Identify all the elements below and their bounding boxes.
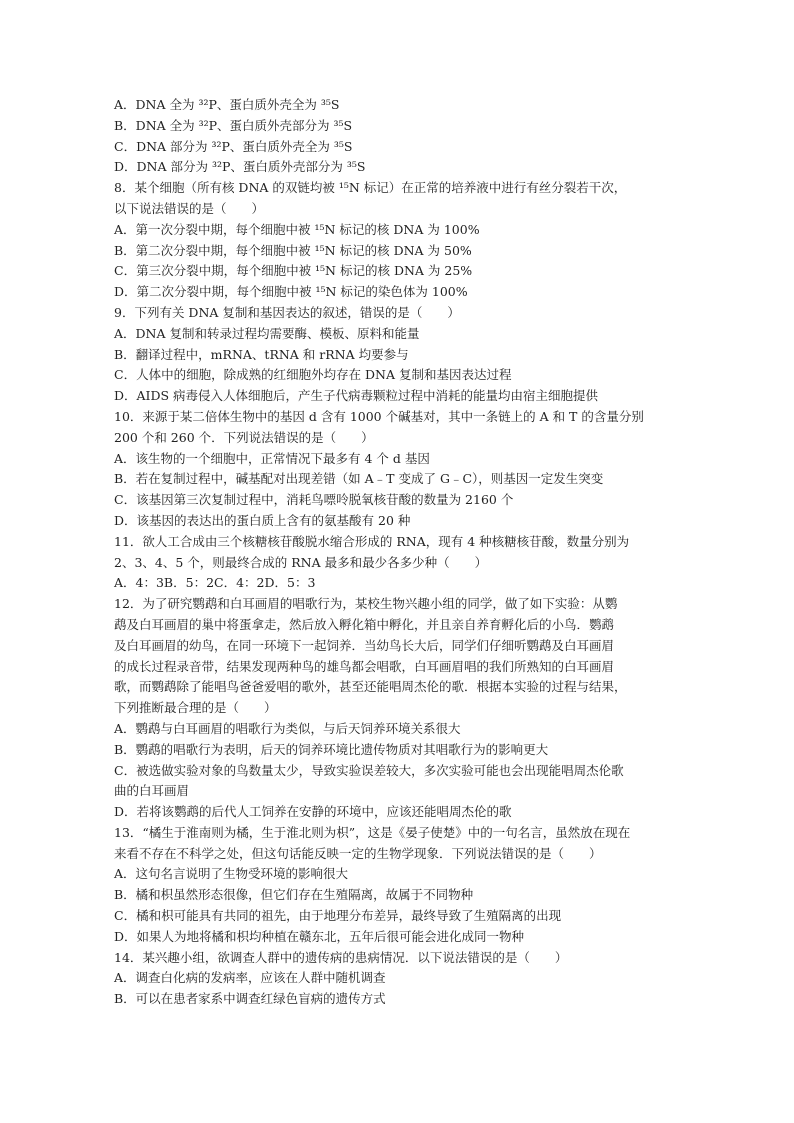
q12-option-c-cont: 曲的白耳画眉	[114, 783, 190, 799]
question-10-stem: 10．来源于某二倍体生物中的基因 d 含有 1000 个碱基对，其中一条链上的 A 和 T 的含量分别	[114, 408, 644, 424]
option-c: C．DNA 部分为 ³²P、蛋白质外壳全为 ³⁵S	[114, 138, 353, 154]
q13-option-a: A．这句名言说明了生物受环境的影响很大	[114, 866, 349, 882]
question-8-stem-cont: 以下说法错误的是（ ）	[114, 200, 265, 216]
option-b: B．DNA 全为 ³²P、蛋白质外壳部分为 ³⁵S	[114, 117, 353, 133]
option-a: A．DNA 全为 ³²P、蛋白质外壳全为 ³⁵S	[114, 97, 340, 112]
q11-options: A．4：3B．5：2C．4：2D．5：3	[114, 575, 316, 591]
q8-option-a: A．第一次分裂中期，每个细胞中被 ¹⁵N 标记的核 DNA 为 100%	[114, 221, 480, 237]
q8-option-b: B．第二次分裂中期，每个细胞中被 ¹⁵N 标记的核 DNA 为 50%	[114, 242, 472, 258]
q12-option-a: A．鹦鹉与白耳画眉的唱歌行为类似，与后天饲养环境关系很大	[114, 720, 461, 736]
q14-option-b: B．可以在患者家系中调查红绿色盲病的遗传方式	[114, 991, 386, 1007]
q9-option-d: D．AIDS 病毒侵入人体细胞后，产生子代病毒颗粒过程中消耗的能量均由宿主细胞提供	[114, 388, 599, 404]
question-14-stem: 14．某兴趣小组，欲调查人群中的遗传病的患病情况．以下说法错误的是（ ）	[114, 949, 568, 965]
question-11-stem-cont: 2、3、4、5 个，则最终合成的 RNA 最多和最少各多少种（ ）	[114, 554, 488, 570]
q14-option-a: A．调查白化病的发病率，应该在人群中随机调查	[114, 970, 386, 986]
question-8-stem: 8．某个细胞（所有核 DNA 的双链均被 ¹⁵N 标记）在正常的培养液中进行有丝分裂若干次，	[114, 180, 627, 196]
q10-option-b: B．若在复制过程中，碱基配对出现差错（如 A﹣T 变成了 G﹣C），则基因一定发生突变	[114, 471, 604, 487]
q10-option-d: D．该基因的表达出的蛋白质上含有的氨基酸有 20 种	[114, 512, 411, 528]
q13-option-b: B．橘和枳虽然形态很像，但它们存在生殖隔离，故属于不同物种	[114, 887, 474, 903]
question-12-stem-cont: 的成长过程录音带，结果发现两种鸟的雄鸟都会唱歌，白耳画眉唱的我们所熟知的白耳画眉	[114, 658, 615, 674]
question-12-stem-cont: 鹉及白耳画眉的巢中将蛋拿走，然后放入孵化箱中孵化，并且亲自养育孵化后的小鸟．鹦鹉	[114, 616, 615, 632]
q12-option-b: B．鹦鹉的唱歌行为表明，后天的饲养环境比遗传物质对其唱歌行为的影响更大	[114, 741, 549, 757]
q10-option-c: C．该基因第三次复制过程中，消耗鸟嘌呤脱氧核苷酸的数量为 2160 个	[114, 492, 514, 508]
question-12-stem-cont: 下列推断最合理的是（ ）	[114, 700, 277, 716]
question-9-stem: 9．下列有关 DNA 复制和基因表达的叙述，错误的是（ ）	[114, 304, 460, 320]
q12-option-c: C．被选做实验对象的鸟数量太少，导致实验误差较大，多次实验可能也会出现能唱周杰伦歌	[114, 762, 624, 778]
question-13-stem-cont: 来看不存在不科学之处，但这句话能反映一定的生物学现象．下列说法错误的是（ ）	[114, 845, 602, 861]
q9-option-a: A．DNA 复制和转录过程均需要酶、模板、原料和能量	[114, 325, 420, 341]
q8-option-c: C．第三次分裂中期，每个细胞中被 ¹⁵N 标记的核 DNA 为 25%	[114, 263, 473, 279]
question-12-stem-cont: 及白耳画眉的幼鸟，在同一环境下一起饲养．当幼鸟长大后，同学们仔细听鹦鹉及白耳画眉	[114, 637, 615, 653]
q8-option-d: D．第二次分裂中期，每个细胞中被 ¹⁵N 标记的染色体为 100%	[114, 284, 468, 300]
q9-option-c: C．人体中的细胞，除成熟的红细胞外均存在 DNA 复制和基因表达过程	[114, 367, 512, 383]
q13-option-c: C．橘和枳可能具有共同的祖先，由于地理分布差异，最终导致了生殖隔离的出现	[114, 908, 562, 924]
option-d: D．DNA 部分为 ³²P、蛋白质外壳部分为 ³⁵S	[114, 159, 366, 175]
exam-page	[114, 95, 684, 1010]
q12-option-d: D．若将该鹦鹉的后代人工饲养在安静的环境中，应该还能唱周杰伦的歌	[114, 804, 512, 820]
question-12-stem: 12．为了研究鹦鹉和白耳画眉的唱歌行为，某校生物兴趣小组的同学，做了如下实验：从鹦	[114, 596, 618, 612]
question-13-stem: 13．“橘生于淮南则为橘，生于淮北则为枳”，这是《晏子使楚》中的一句名言，虽然放在现在	[114, 824, 631, 840]
q13-option-d: D．如果人为地将橘和枳均种植在赣东北，五年后很可能会进化成同一物种	[114, 928, 525, 944]
question-10-stem-cont: 200 个和 260 个．下列说法错误的是（ ）	[114, 429, 374, 445]
q9-option-b: B．翻译过程中，mRNA、tRNA 和 rRNA 均要参与	[114, 346, 409, 362]
question-12-stem-cont: 歌，而鹦鹉除了能唱鸟爸爸爱唱的歌外，甚至还能唱周杰伦的歌．根据本实验的过程与结果，	[114, 679, 627, 695]
question-11-stem: 11．欲人工合成由三个核糖核苷酸脱水缩合形成的 RNA，现有 4 种核糖核苷酸，数量分别为	[114, 533, 630, 549]
q10-option-a: A．该生物的一个细胞中，正常情况下最多有 4 个 d 基因	[114, 450, 430, 466]
